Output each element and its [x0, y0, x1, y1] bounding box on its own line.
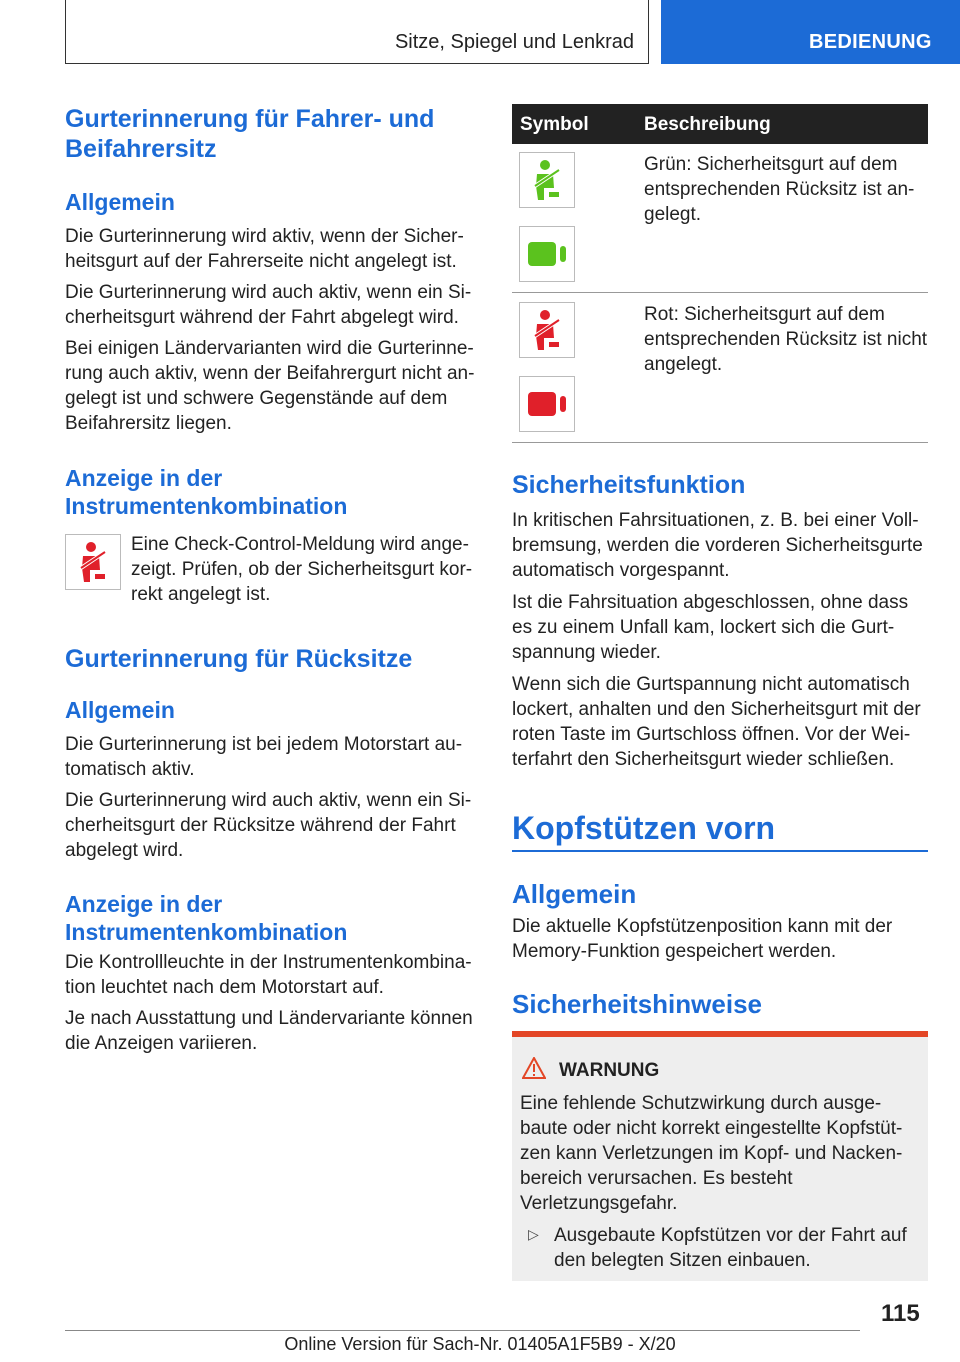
paragraph: Eine Check-Control-Meldung wird angezeigt. Prüfen, ob der Sicherheitsgurt korrekt angelegt ist. — [131, 534, 473, 605]
subheading-display-1: Anzeige in der Instrumentenkombination — [65, 465, 348, 519]
seat-status-green-icon — [519, 226, 575, 282]
warning-triangle-icon — [522, 1057, 546, 1079]
paragraph: Die Gurterinnerung ist bei jedem Motorstart automatisch aktiv. — [65, 734, 463, 780]
seat-status-red-icon — [519, 376, 575, 432]
paragraph: In kritischen Fahrsituationen, z. B. bei einer Vollbremsung, werden die vorderen Sicherheitsgurte automatisch vorgespannt. — [512, 510, 923, 581]
table-cell-description: Grün: Sicherheitsgurt auf dem entsprechenden Rücksitz ist angelegt. — [644, 154, 915, 225]
page-number: 115 — [881, 1300, 920, 1327]
table-header — [512, 104, 928, 144]
table-divider — [512, 442, 928, 443]
table-col-description: Beschreibung — [644, 114, 771, 135]
seatbelt-warning-icon — [65, 534, 121, 590]
paragraph: Wenn sich die Gurtspannung nicht automatisch lockert, anhalten und den Sicherheitsgurt mit der roten Taste im Gurtschloss öffnen. Vor der Weiterfahrt den Sicherheitsgurt wieder schließen. — [512, 674, 921, 770]
seatbelt-red-icon — [519, 302, 575, 358]
subheading-general-2: Allgemein — [65, 697, 175, 723]
section-title-rear: Gurterinnerung für Rücksitze — [65, 645, 413, 673]
paragraph: Die Gurterinnerung wird auch aktiv, wenn ein Sicherheitsgurt der Rücksitze während der Fahrt abgelegt wird. — [65, 790, 472, 861]
paragraph: Die aktuelle Kopfstützenposition kann mit der Memory-Funktion gespeichert werden. — [512, 916, 893, 962]
header-title-box — [65, 0, 649, 64]
warning-title: WARNUNG — [559, 1060, 660, 1081]
subheading-display-2: Anzeige in der Instrumentenkombination — [65, 891, 348, 945]
section-title-front: Gurterinnerung für Fahrer- und Beifahrersitz — [65, 105, 435, 163]
main-heading-headrests: Kopfstützen vorn — [512, 810, 776, 846]
heading-rule — [512, 850, 928, 852]
footer-rule — [65, 1330, 860, 1331]
paragraph: Die Gurterinnerung wird aktiv, wenn der Sicherheitsgurt auf der Fahrerseite nicht angelegt ist. — [65, 226, 464, 272]
paragraph: Je nach Ausstattung und Ländervariante können die Anzeigen variieren. — [65, 1008, 473, 1054]
paragraph: Die Gurterinnerung wird auch aktiv, wenn ein Sicherheitsgurt während der Fahrt abgelegt wird. — [65, 282, 472, 328]
footer-text: Online Version für Sach-Nr. 01405A1F5B9 - X/20 — [284, 1334, 676, 1354]
seatbelt-green-icon — [519, 152, 575, 208]
bullet-triangle-icon: ▷ — [528, 1226, 539, 1242]
warning-bullet: Ausgebaute Kopfstützen vor der Fahrt auf den belegten Sitzen einbauen. — [554, 1225, 907, 1271]
chapter-subtitle: Sitze, Spiegel und Lenkrad — [394, 31, 634, 53]
warning-box — [512, 1031, 928, 1281]
warning-bar — [512, 1031, 928, 1037]
subheading-general-3: Allgemein — [512, 879, 637, 909]
table-cell-description: Rot: Sicherheitsgurt auf dem entsprechenden Rücksitz ist nicht angelegt. — [644, 304, 928, 375]
chapter-tab[interactable] — [661, 0, 960, 64]
chapter-tab-label: BEDIENUNG — [809, 31, 932, 53]
section-title-safety: Sicherheitsfunktion — [512, 471, 746, 499]
paragraph: Ist die Fahrsituation abgeschlossen, ohne dass es zu einem Unfall kam, lockert sich die Gurtspannung wieder. — [512, 592, 909, 663]
subheading-general-1: Allgemein — [65, 189, 175, 215]
subheading-safety-notes: Sicherheitshinweise — [512, 989, 762, 1019]
table-col-symbol: Symbol — [520, 114, 589, 135]
table-divider — [512, 292, 928, 293]
paragraph: Die Kontrollleuchte in der Instrumentenkombination leuchtet nach dem Motorstart auf. — [65, 952, 472, 998]
warning-text: Eine fehlende Schutzwirkung durch ausgebaute oder nicht korrekt eingestellte Kopfstützen kann Verletzungen im Kopf- und Nackenbereich verursachen. Es besteht Verletzungsgefahr. — [520, 1093, 903, 1214]
paragraph: Bei einigen Ländervarianten wird die Gurterinnerung auch aktiv, wenn der Beifahrergurt nicht angelegt ist und schwere Gegenstände auf dem Beifahrersitz liegen. — [65, 338, 475, 434]
